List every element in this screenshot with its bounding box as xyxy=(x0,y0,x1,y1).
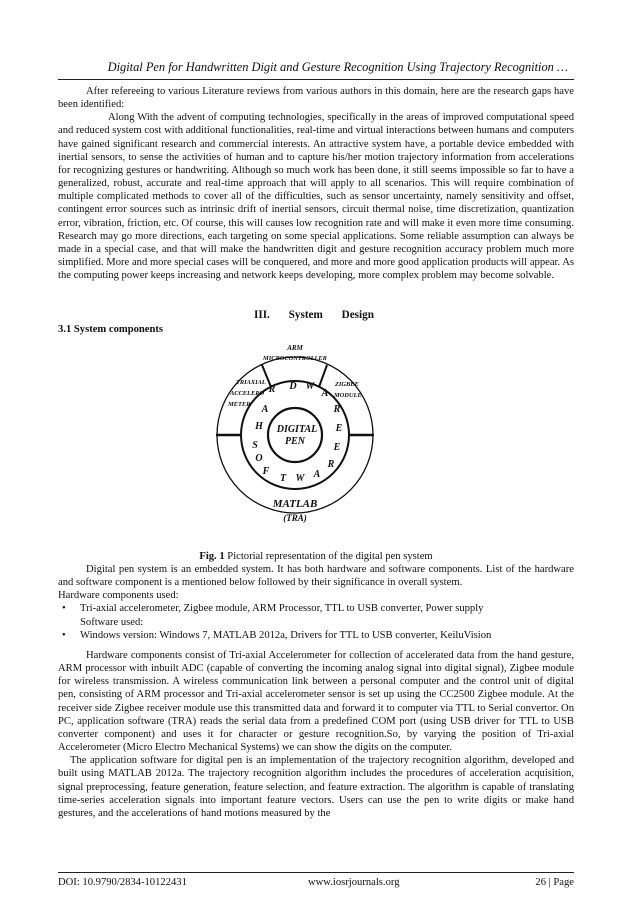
ring-letter: H xyxy=(255,421,263,432)
footer-rule xyxy=(58,872,574,873)
ring-letter: A xyxy=(321,388,329,399)
intro-section xyxy=(58,85,574,282)
matlab-label: MATLAB xyxy=(272,498,318,510)
ring-letter: F xyxy=(262,466,270,477)
arm-label-1: ARM xyxy=(287,344,303,352)
header-rule xyxy=(58,79,574,80)
upper-right-divider xyxy=(319,365,327,387)
ring-letter: W xyxy=(305,381,315,392)
running-header: Digital Pen for Handwritten Digit and Gesture Recognition Using Trajectory Recognition … xyxy=(107,60,568,74)
section-number: III. xyxy=(254,309,270,321)
ring-letter: O xyxy=(255,453,263,464)
ring-letter: W xyxy=(295,473,305,484)
intro-paragraph-1: After refereeing to various Literature reviews from various authors in this domain, here are the research gaps have been identified: xyxy=(58,86,574,111)
ring-letter: A xyxy=(261,404,269,415)
software-heading: Software used: xyxy=(80,616,144,628)
hardware-bullet xyxy=(58,602,574,615)
accel-label-3: METER xyxy=(228,401,251,408)
figure-caption-text: Pictorial representation of the digital pen system xyxy=(224,551,433,562)
subsection-heading: 3.1 System components xyxy=(58,324,164,335)
ring-letter: R xyxy=(268,384,276,395)
ring-letter: A xyxy=(313,469,321,480)
accel-label-1: TRIAXIAL xyxy=(236,379,266,386)
ring-letter: E xyxy=(333,442,341,453)
components-paragraph-2: Hardware components consist of Tri-axial Accelerometer for collection of accelerated data from the hand gesture, ARM processor with inbuilt ADC (capable of converting the incoming analog signal into digital signal), Zigbee module for wireless transmission. A wireless communication link between a personal computer and the control unit of digital pen, consisting of ARM processor and Tri-axial accelerometer sensor is set up using the CC2500 Zigbee module. At the receiver side Zigbee receiver module use this transmitted data and forward it to computer via TTL to Serial convertor. On PC, application software (TRA) reads the serial data from a predefined COM port (using USB driver for TTL to USB converter component) and uses it for character or gesture recognition.So, by varying the position of Tri-axial Accelerometer (Micro Electro Mechanical Systems) we can show the digits on the computer. xyxy=(58,650,574,754)
inner-circle xyxy=(268,408,322,462)
arm-label-2: MICROCONTROLLER xyxy=(263,355,327,362)
components-paragraph-1: Digital pen system is an embedded system. It has both hardware and software components. List of the hardware and software component is a mentioned below followed by their significance in overall system. xyxy=(58,564,574,589)
figure-label: Fig. 1 xyxy=(199,551,225,562)
center-label-2: PEN xyxy=(285,436,305,447)
center-label-1: DIGITAL xyxy=(276,424,318,435)
software-bullet xyxy=(58,629,574,642)
ring-letter: S xyxy=(252,440,258,451)
ring-letter: R xyxy=(333,404,341,415)
system-diagram xyxy=(214,334,376,546)
ring-letter: T xyxy=(279,473,287,484)
section-heading xyxy=(254,309,374,321)
zigbee-label-2: MODULE xyxy=(334,392,362,399)
digital-pen-diagram-svg xyxy=(214,334,376,546)
bullet-marker: • xyxy=(62,629,66,641)
footer-doi: DOI: 10.9790/2834-10122431 xyxy=(58,877,187,888)
ring-letter: R xyxy=(327,459,335,470)
intro-paragraph-2: Along With the advent of computing technologies, specifically in the areas of improved computational speed and reduced system cost with additional functionalities, real-time and virtual interactions between humans and computers have gained significant research and commercial interests. An attractive system have, a portable device embedded with inertial sensors, to sense the activities of human and to capture his/her motion trajectory information from accelerations for recognizing gestures or handwriting. Although so much work has been done, it still seems impossible so far to have a generalized, robust, accurate and real-time approach that will apply to all scenarios. This will require combination of multiple complicated methods to cover all of the difficulties, such as sensor uncertainty, namely sensitivity and offset, contingent error sources such as intrinsic drift of inertial sensors, circuit thermal noise, time discretization, quantization error, vibration, friction, etc. Of course, this will causes low recognition rate and will make it even more time consuming. Research may go more directions, each targeting on some special applications. Some reliable assumption can always be made in a special case, and that will make the handwritten digit and gesture recognition accuracy problem much more simplified. More and more special cases will be conquered, and more and more good application products will appear. As the computing power keeps increasing and network keeps developing, more complex problem may become solvable. xyxy=(58,112,574,282)
section-title: System Design xyxy=(288,309,374,321)
software-items: Windows version: Windows 7, MATLAB 2012a, Drivers for TTL to USB converter, KeiluVision xyxy=(80,629,492,641)
ring-letter: E xyxy=(335,423,343,434)
footer-site: www.iosrjournals.org xyxy=(308,877,400,888)
components-details xyxy=(58,649,574,820)
figure-caption xyxy=(58,550,574,563)
zigbee-label-1: ZIGBEE xyxy=(335,381,359,388)
components-paragraph-3: The application software for digital pen is an implementation of the trajectory recognition algorithm, developed and built using MATLAB 2012a. The trajectory recognition algorithm includes the procedures of acceleration acquisition, signal preprocessing, feature generation, feature selection, and feature extraction. The algorithm is capable of translating time-series acceleration signals into important feature vectors. Users can use the pen to write digits or make hand gestures, and the accelerations of hand motions measured by the xyxy=(58,755,574,819)
accel-label-2: ACCELERO xyxy=(230,390,265,397)
bullet-marker: • xyxy=(62,603,66,615)
components-section xyxy=(58,563,574,642)
hardware-items: Tri-axial accelerometer, Zigbee module, ARM Processor, TTL to USB converter, Power supply xyxy=(80,603,484,615)
ring-letter: D xyxy=(289,381,297,392)
footer-page-number: 26 | Page xyxy=(535,877,574,888)
tra-label: (TRA) xyxy=(283,513,307,523)
hardware-heading: Hardware components used: xyxy=(58,590,179,602)
